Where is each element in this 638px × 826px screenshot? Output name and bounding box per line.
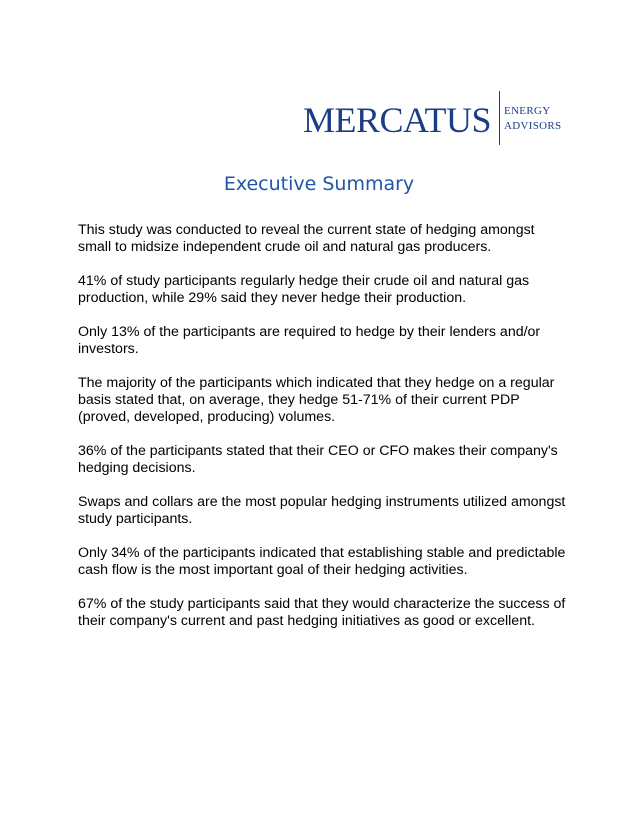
summary-paragraph: 67% of the study participants said that they would characterize the success of their company's current and past hedging initiatives as good or excellent. [78, 596, 566, 629]
logo-subtitle-line-1: ENERGY [504, 105, 551, 117]
summary-body [78, 222, 568, 647]
logo-divider [499, 91, 500, 145]
summary-paragraph: The majority of the participants which indicated that they hedge on a regular basis stated that, on average, they hedge 51-71% of their current PDP (proved, developed, producing) volumes. [78, 375, 555, 425]
page-title: Executive Summary [223, 173, 415, 195]
summary-paragraph: This study was conducted to reveal the current state of hedging amongst small to midsize independent crude oil and natural gas producers. [78, 222, 535, 255]
summary-paragraph: 41% of study participants regularly hedge their crude oil and natural gas production, while 29% said they never hedge their production. [78, 273, 530, 306]
summary-paragraph: Swaps and collars are the most popular hedging instruments utilized amongst study participants. [78, 494, 566, 527]
logo-wordmark: MERCATUS [303, 100, 492, 140]
summary-paragraph: Only 34% of the participants indicated that establishing stable and predictable cash flow is the most important goal of their hedging activities. [78, 545, 566, 578]
summary-paragraph: 36% of the participants stated that their CEO or CFO makes their company's hedging decisions. [78, 443, 558, 476]
summary-paragraph: Only 13% of the participants are required to hedge by their lenders and/or investors. [78, 324, 541, 357]
company-logo [303, 91, 561, 145]
logo-subtitle-line-2: ADVISORS [504, 120, 562, 132]
logo-subtitle [504, 102, 561, 134]
